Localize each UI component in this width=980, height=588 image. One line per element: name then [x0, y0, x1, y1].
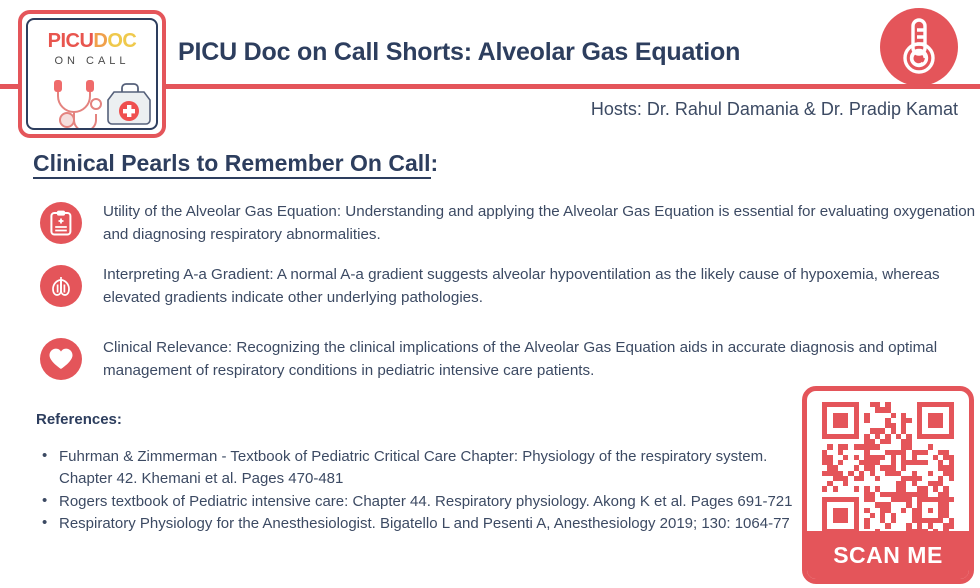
list-item: • Rogers textbook of Pediatric intensive care: Chapter 44. Respiratory physiology. Akong K et al. Pages 691-721: [36, 491, 811, 513]
thermometer-icon: [880, 8, 958, 86]
clinical-pearls-heading-colon: :: [430, 150, 439, 176]
logo-word-part2: D: [93, 30, 108, 52]
lungs-icon: [40, 265, 82, 307]
heart-icon: [40, 338, 82, 380]
scan-me-label: SCAN ME: [807, 531, 969, 579]
clipboard-medical-icon: [40, 202, 82, 244]
header: [0, 0, 980, 140]
clinical-pearls-heading-underlined: Clinical Pearls to Remember On Call: [33, 150, 431, 179]
picu-doc-logo: [18, 10, 166, 138]
logo-word-part1: PICU: [47, 30, 94, 52]
pearl-item: [40, 263, 980, 309]
scan-me-qr-card[interactable]: [802, 386, 974, 584]
list-item: • Fuhrman & Zimmerman - Textbook of Pediatric Critical Care Chapter: Physiology of the respiratory system. Chapter 42. Khemani et al. Pages 470-481: [36, 446, 811, 490]
stethoscope-medical-bag-illustration: [28, 68, 156, 130]
references-list: [36, 446, 811, 536]
pearl-text: Clinical Relevance: Recognizing the clinical implications of the Alveolar Gas Equation aids in accurate diagnosis and optimal management of respiratory conditions in pediatric intensive care patients.: [103, 339, 938, 380]
logo-subtitle: ON CALL: [54, 55, 130, 67]
logo-wordmark: [28, 31, 156, 51]
pearl-item: [40, 336, 980, 382]
pearl-item: [40, 200, 980, 246]
hosts-line: Hosts: Dr. Rahul Damania & Dr. Pradip Kamat: [590, 99, 958, 119]
page-title: PICU Doc on Call Shorts: Alveolar Gas Equation: [178, 38, 741, 66]
logo-word-part3: OC: [107, 30, 137, 52]
pearl-text: Interpreting A-a Gradient: A normal A-a gradient suggests alveolar hypoventilation as the likely cause of hypoxemia, whereas elevated gradients indicate other underlying pathologies.: [103, 266, 940, 307]
pearl-text: Utility of the Alveolar Gas Equation: Understanding and applying the Alveolar Gas Equation is essential for evaluating oxygenation and diagnosing respiratory abnormalities.: [103, 203, 976, 244]
list-item: • Respiratory Physiology for the Anesthesiologist. Bigatello L and Pesenti A, Anesthesiology 2019; 130: 1064-77: [36, 513, 811, 535]
references-heading: References:: [36, 411, 122, 428]
clinical-pearls-heading: [33, 150, 438, 177]
logo-inner-frame: [26, 18, 158, 130]
qr-code-icon: [822, 402, 954, 534]
